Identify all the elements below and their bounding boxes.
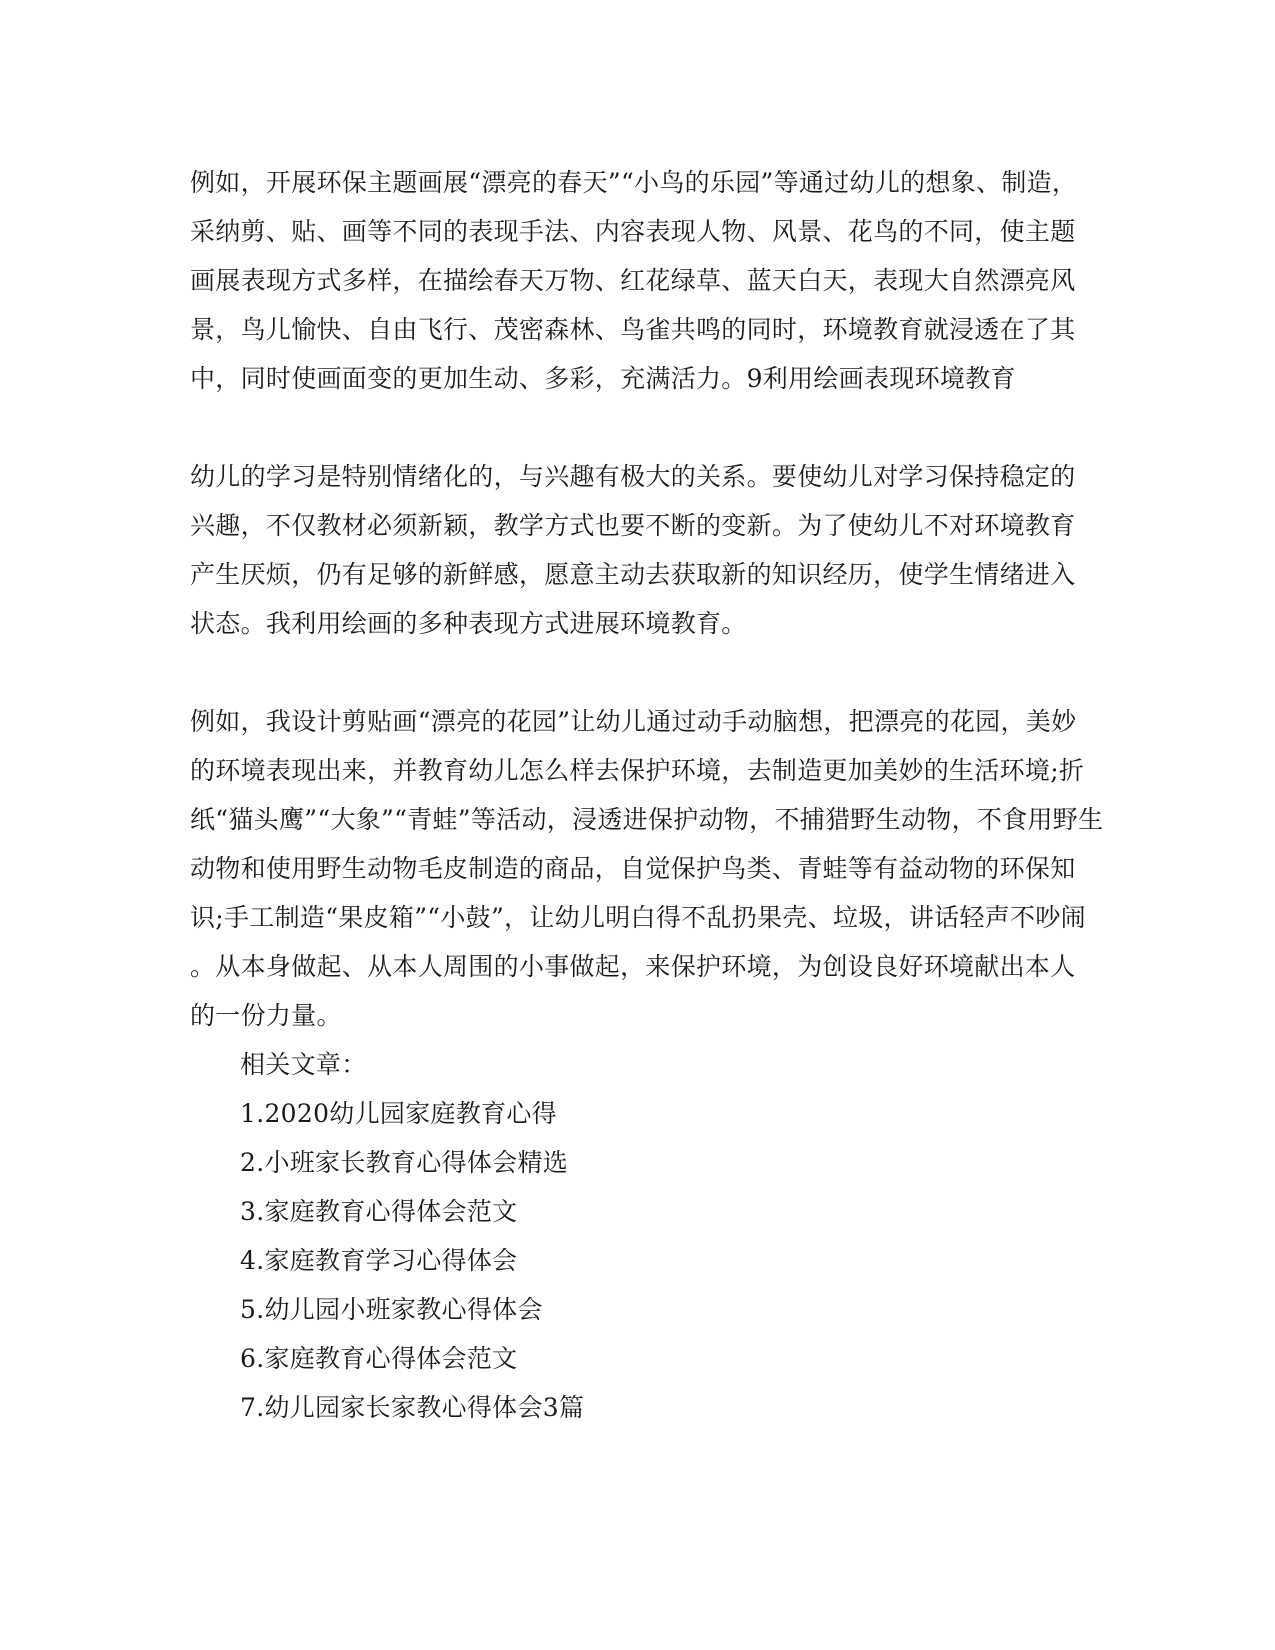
related-item[interactable]: 7.幼儿园家长家教心得体会3篇 <box>240 1393 585 1422</box>
paragraph-line: 识;手工制造“果皮箱”“小鼓”，让幼儿明白得不乱扔果壳、垃圾，讲话轻声不吵闹 <box>190 903 1086 932</box>
paragraph-line: 景，鸟儿愉快、自由飞行、茂密森林、鸟雀共鸣的同时，环境教育就浸透在了其 <box>190 315 1076 344</box>
related-item[interactable]: 1.2020幼儿园家庭教育心得 <box>240 1099 557 1128</box>
paragraph-2 <box>190 452 1090 648</box>
paragraph-line: 画展表现方式多样，在描绘春天万物、红花绿草、蓝天白天，表现大自然漂亮风 <box>190 266 1076 295</box>
paragraph-line: 。从本身做起、从本人周围的小事做起，来保护环境，为创设良好环境献出本人 <box>190 952 1076 981</box>
related-heading: 相关文章： <box>240 1050 367 1079</box>
paragraph-line: 的环境表现出来，并教育幼儿怎么样去保护环境，去制造更加美妙的生活环境;折 <box>190 756 1085 785</box>
related-item[interactable]: 3.家庭教育心得体会范文 <box>240 1197 518 1226</box>
related-item[interactable]: 6.家庭教育心得体会范文 <box>240 1344 518 1373</box>
document-page <box>190 158 1104 1432</box>
paragraph-line: 中，同时使画面变的更加生动、多彩，充满活力。9利用绘画表现环境教育 <box>190 364 1016 393</box>
related-item[interactable]: 2.小班家长教育心得体会精选 <box>240 1148 569 1177</box>
paragraph-line: 的一份力量。 <box>190 1001 342 1030</box>
paragraph-line: 产生厌烦，仍有足够的新鲜感，愿意主动去获取新的知识经历，使学生情绪进入 <box>190 560 1076 589</box>
paragraph-spacer <box>190 403 1090 452</box>
related-item[interactable]: 5.幼儿园小班家教心得体会 <box>240 1295 543 1324</box>
paragraph-line: 例如，我设计剪贴画“漂亮的花园”让幼儿通过动手动脑想，把漂亮的花园，美妙 <box>190 707 1077 736</box>
related-item[interactable]: 4.家庭教育学习心得体会 <box>240 1246 518 1275</box>
paragraph-line: 例如，开展环保主题画展“漂亮的春天”“小鸟的乐园”等通过幼儿的想象、制造， <box>190 168 1078 197</box>
related-articles <box>190 1040 1090 1432</box>
paragraph-line: 状态。我利用绘画的多种表现方式进展环境教育。 <box>190 609 747 638</box>
related-list <box>190 1089 1090 1432</box>
paragraph-1 <box>190 158 1090 403</box>
paragraph-line: 兴趣，不仅教材必须新颖，教学方式也要不断的变新。为了使幼儿不对环境教育 <box>190 511 1076 540</box>
paragraph-3 <box>190 697 1104 1040</box>
paragraph-line: 采纳剪、贴、画等不同的表现手法、内容表现人物、风景、花鸟的不同，使主题 <box>190 217 1076 246</box>
paragraph-spacer <box>190 648 1090 697</box>
paragraph-line: 幼儿的学习是特别情绪化的，与兴趣有极大的关系。要使幼儿对学习保持稳定的 <box>190 462 1076 491</box>
paragraph-line: 动物和使用野生动物毛皮制造的商品，自觉保护鸟类、青蛙等有益动物的环保知 <box>190 854 1076 883</box>
paragraph-line: 纸“猫头鹰”“大象”“青蛙”等活动，浸透进保护动物，不捕猎野生动物，不食用野生 <box>190 805 1104 834</box>
